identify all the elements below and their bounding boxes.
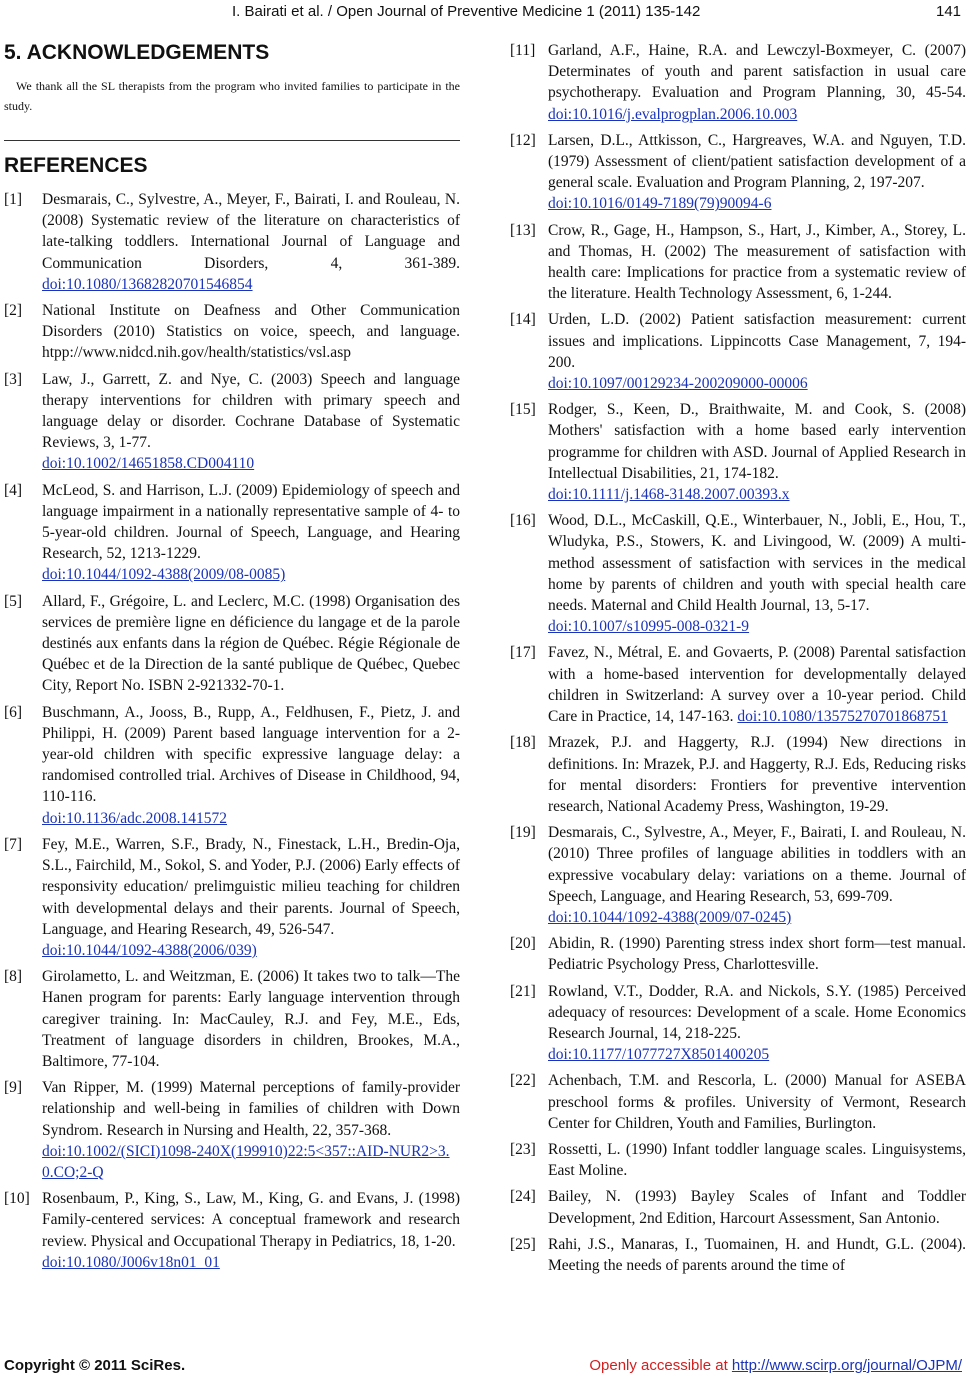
reference-text: Rahi, J.S., Manaras, I., Tuomainen, H. and Hundt, G.L. (2004). Meeting the needs of parents around the time of <box>548 1235 966 1274</box>
reference-text: Desmarais, C., Sylvestre, A., Meyer, F., Bairati, I. and Rouleau, N. (2008) Systematic review of the literature on characteristics of late-talking toddlers. International Journal of Language and Communication Disorders, 4, 361-389. <box>42 191 460 272</box>
reference-item <box>510 1070 966 1134</box>
journal-url-link[interactable]: http://www.scirp.org/journal/OJPM/ <box>731 1357 962 1374</box>
left-column <box>4 40 460 1278</box>
copyright-text: Copyright © 2011 SciRes. <box>4 1357 186 1374</box>
reference-number: [25] <box>510 1235 536 1253</box>
reference-item <box>510 822 966 928</box>
reference-item <box>4 189 460 295</box>
open-access-label: Openly accessible at <box>589 1357 732 1374</box>
reference-number: [14] <box>510 311 536 329</box>
reference-number: [5] <box>4 592 23 610</box>
reference-item <box>510 399 966 505</box>
reference-number: [20] <box>510 935 536 953</box>
reference-item <box>510 510 966 637</box>
reference-text: Mrazek, P.J. and Haggerty, R.J. (1994) New directions in definitions. In: Mrazek, P.J. and Haggerty, R.J. Eds, Reducing risks for mental disorders: Frontiers for preventive intervention research, National Academy Press, Washington, 19-29. <box>548 734 966 815</box>
reference-item <box>4 369 460 475</box>
right-column <box>510 40 966 1281</box>
reference-number: [16] <box>510 512 536 530</box>
doi-link[interactable]: doi:10.1136/adc.2008.141572 <box>42 809 227 827</box>
reference-number: [6] <box>4 703 23 721</box>
doi-link[interactable]: doi:10.1044/1092-4388(2009/07-0245) <box>548 908 792 926</box>
reference-text: Garland, A.F., Haine, R.A. and Lewczyl-Boxmeyer, C. (2007) Determinates of youth and parent satisfaction in usual care psychotherapy. Evaluation and Program Planning, 30, 45-54. <box>548 42 966 102</box>
reference-item <box>4 591 460 697</box>
open-access-note <box>589 1357 962 1374</box>
reference-text: Crow, R., Gage, H., Hampson, S., Hart, J., Kimber, A., Storey, L. and Thomas, H. (2002) The measurement of satisfaction with health care: Implications for practice from a systematic review of the literature. Health Technology Assessment, 6, 1-244. <box>548 221 966 303</box>
reference-item <box>510 933 966 975</box>
reference-item <box>510 981 966 1066</box>
reference-text: Urden, L.D. (2002) Patient satisfaction measurement: current issues and implications. Lippincotts Case Management, 7, 194-200. <box>548 311 966 371</box>
doi-link[interactable]: doi:10.1080/J006v18n01_01 <box>42 1253 220 1271</box>
doi-link[interactable]: doi:10.1002/14651858.CD004110 <box>42 455 255 473</box>
doi-link[interactable]: doi:10.1080/13682820701546854 <box>42 275 253 293</box>
doi-link[interactable]: doi:10.1044/1092-4388(2009/08-0085) <box>42 566 286 584</box>
running-title: I. Bairati et al. / Open Journal of Preventive Medicine 1 (2011) 135-142 <box>232 3 701 20</box>
reference-text: National Institute on Deafness and Other Communication Disorders (2010) Statistics on voice, speech, and language. htpp://www.nidcd.nih.gov/health/statistics/vsl.asp <box>42 302 460 362</box>
reference-item <box>4 966 460 1072</box>
doi-link[interactable]: doi:10.1097/00129234-200209000-00006 <box>548 375 808 393</box>
reference-item <box>510 1139 966 1181</box>
reference-text: Larsen, D.L., Attkisson, C., Hargreaves, W.A. and Nguyen, T.D. (1979) Assessment of client/patient satisfaction development of a general scale. Evaluation and Program Planning, 2, 197-207. <box>548 131 966 192</box>
doi-link[interactable]: doi:10.1002/(SICI)1098-240X(199910)22:5<357::AID-NUR2>3.0.CO;2-Q <box>42 1142 450 1181</box>
doi-link[interactable]: doi:10.1111/j.1468-3148.2007.00393.x <box>548 486 790 504</box>
reference-number: [22] <box>510 1072 536 1090</box>
doi-link[interactable]: doi:10.1080/13575270701868751 <box>737 708 948 726</box>
reference-number: [23] <box>510 1140 536 1158</box>
reference-item <box>4 1188 460 1273</box>
running-header <box>0 0 968 30</box>
reference-number: [10] <box>4 1190 30 1208</box>
reference-number: [13] <box>510 221 536 239</box>
reference-text: Achenbach, T.M. and Rescorla, L. (2000) Manual for ASEBA preschool forms & profiles. University of Vermont, Research Center for Children, Youth and Families, Burlington. <box>548 1072 966 1132</box>
reference-number: [11] <box>510 42 536 59</box>
reference-number: [7] <box>4 835 23 853</box>
reference-item <box>510 1234 966 1276</box>
reference-number: [15] <box>510 401 536 419</box>
section-divider <box>4 140 460 141</box>
reference-number: [17] <box>510 644 536 662</box>
acknowledgements-text: We thank all the SL therapists from the program who invited families to participate in the study. <box>4 79 460 113</box>
reference-item <box>510 309 966 394</box>
reference-item <box>4 480 460 586</box>
reference-number: [21] <box>510 982 536 1000</box>
reference-text: Rodger, S., Keen, D., Braithwaite, M. and Cook, S. (2008) Mothers' satisfaction with a home based early intervention programme for children with ASD. Journal of Applied Research in Intellectual Disabilities, 21, 174-182. <box>548 401 966 482</box>
reference-text: Bailey, N. (1993) Bayley Scales of Infant and Toddler Development, 2nd Edition, Harcourt Assessment, San Antonio. <box>548 1188 966 1227</box>
reference-text: Buschmann, A., Jooss, B., Rupp, A., Feldhusen, F., Pietz, J. and Philippi, H. (2009) Parent based language intervention for a 2-year-old children with specific expressive language delay: a randomised controlled trial. Archives of Disease in Childhood, 94, 110-116. <box>42 703 460 806</box>
reference-text: Rossetti, L. (1990) Infant toddler language scales. Linguisystems, East Moline. <box>548 1140 966 1180</box>
reference-text: Wood, D.L., McCaskill, Q.E., Winterbauer, N., Jobli, E., Hou, T., Wludyka, P.S., Stowers, K. and Livingood, W. (2009) A multi-method assessment of satisfaction with services in the medical home by parents of children and youth with special health care needs. Maternal and Child Health Journal, 13, 5-17. <box>548 512 966 615</box>
reference-item <box>510 220 966 305</box>
reference-text: Van Ripper, M. (1999) Maternal perceptions of family-provider relationship and well-being in families of children with Down Syndrom. Research in Nursing and Health, 22, 357-368. <box>42 1079 460 1139</box>
doi-link[interactable]: doi:10.1177/1077727X8501400205 <box>548 1046 770 1064</box>
reference-number: [18] <box>510 734 536 752</box>
reference-item <box>4 834 460 961</box>
reference-number: [24] <box>510 1188 536 1206</box>
reference-number: [2] <box>4 302 23 320</box>
doi-link[interactable]: doi:10.1016/0149-7189(79)90094-6 <box>548 195 772 213</box>
reference-number: [8] <box>4 968 23 986</box>
reference-text: Fey, M.E., Warren, S.F., Brady, N., Finestack, L.H., Bredin-Oja, S.L., Fairchild, M., Sokol, S. and Yoder, P.J. (2006) Early effects of responsivity education/ prelimguistic milieu teaching for children with developmental delays and their parents. Journal of Speech, Language, and Hearing Research, 49, 526-547. <box>42 835 461 938</box>
reference-item <box>4 300 460 364</box>
reference-text: Rosenbaum, P., King, S., Law, M., King, G. and Evans, J. (1998) Family-centered services: A conceptual framework and research review. Physical and Occupational Therapy in Pediatrics, 18, 1-20. <box>42 1190 460 1250</box>
reference-number: [1] <box>4 191 23 208</box>
reference-item <box>4 1077 460 1183</box>
reference-number: [9] <box>4 1079 23 1097</box>
reference-item <box>510 130 966 215</box>
reference-text: Girolametto, L. and Weitzman, E. (2006) It takes two to talk—The Hanen program for parents: Early language intervention through caregiver training. In: MacCauley, R.J. and Fey, M.E., Eds, Treatment of language disorders in children, Brookes, M.A., Baltimore, 77-104. <box>42 968 460 1070</box>
doi-link[interactable]: doi:10.1016/j.evalprogplan.2006.10.003 <box>548 105 798 123</box>
acknowledgements-heading: 5. ACKNOWLEDGEMENTS <box>4 41 270 64</box>
reference-item <box>510 642 966 727</box>
doi-link[interactable]: doi:10.1044/1092-4388(2006/039) <box>42 941 257 959</box>
reference-text: Desmarais, C., Sylvestre, A., Meyer, F., Bairati, I. and Rouleau, N. (2010) Three profiles of language abilities in toddlers with an expressive vocabulary delay: variations on a theme. Journal of Speech, Language, and Hearing Research, 53, 699-709. <box>548 824 966 905</box>
reference-text: Favez, N., Métral, E. and Govaerts, P. (2008) Parental satisfaction with a home-based intervention for developmentally delayed children in Switzerland: A survey over a 10-year period. Child Care in Practice, 14, 147-163. <box>548 644 966 726</box>
reference-text: Rowland, V.T., Dodder, R.A. and Nickols, S.Y. (1985) Perceived adequacy of resources: Development of a scale. Home Economics Research Journal, 14, 218-225. <box>548 982 966 1042</box>
reference-item <box>510 40 966 125</box>
reference-item <box>510 732 966 817</box>
reference-number: [3] <box>4 370 23 388</box>
reference-text: McLeod, S. and Harrison, L.J. (2009) Epidemiology of speech and language impairment in a nationally representative sample of 4- to 5-year-old children. Journal of Speech, Language, and Hearing Research, 52, 1213-1229. <box>42 481 460 563</box>
reference-text: Law, J., Garrett, Z. and Nye, C. (2003) Speech and language therapy interventions for children with primary speech and language delay or disorder. Cochrane Database of Systematic Reviews, 3, 1-77. <box>42 370 460 452</box>
reference-item <box>510 1186 966 1228</box>
reference-number: [4] <box>4 481 23 499</box>
reference-number: [12] <box>510 131 536 149</box>
reference-text: Allard, F., Grégoire, L. and Leclerc, M.C. (1998) Organisation des services de première ligne en déficience du langage et de la parole destinés aux enfants dans la région de Québec. Régie Régionale de Québec et de la Direction de la santé publique de Québec, Quebec City, Report No. ISBN 2-921332-70-1. <box>42 592 460 695</box>
reference-item <box>4 702 460 829</box>
reference-number: [19] <box>510 824 536 842</box>
page-number: 141 <box>936 3 962 20</box>
references-heading: REFERENCES <box>4 154 148 177</box>
reference-text: Abidin, R. (1990) Parenting stress index short form—test manual. Pediatric Psychology Press, Charlottesville. <box>548 935 966 974</box>
doi-link[interactable]: doi:10.1007/s10995-008-0321-9 <box>548 618 750 636</box>
